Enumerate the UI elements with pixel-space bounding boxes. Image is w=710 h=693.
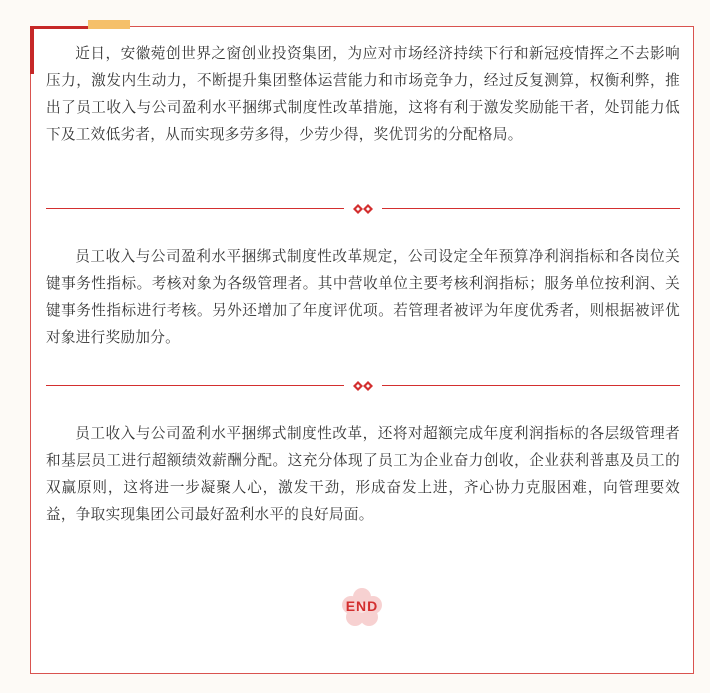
end-marker xyxy=(332,585,392,631)
divider-line-right xyxy=(382,385,680,386)
divider-line-left xyxy=(46,385,344,386)
divider-line-right xyxy=(382,208,680,209)
section-divider-2 xyxy=(46,380,680,392)
paragraph-1: 近日，安徽菀创世界之窗创业投资集团，为应对市场经济持续下行和新冠疫情挥之不去影响压力，激发内生动力，不断提升集团整体运营能力和市场竞争力，经过反复测算，权衡利弊，推出了员工收入与公司盈利水平捆绑式制度性改革措施，这将有利于激发奖励能干者，处罚能力低下及工效低劣者，从而实现多劳多得，少劳少得，奖优罚劣的分配格局。 xyxy=(46,45,680,143)
divider-line-left xyxy=(46,208,344,209)
paragraph-2: 员工收入与公司盈利水平捆绑式制度性改革规定，公司设定全年预算净利润指标和各岗位关键事务性指标。考核对象为各级管理者。其中营收单位主要考核利润指标；服务单位按利润、关键事务性指标进行考核。另外还增加了年度评优项。若管理者被评为年度优秀者，则根据被评优对象进行奖励加分。 xyxy=(46,248,680,346)
section-divider-1 xyxy=(46,203,680,215)
corner-accent-vertical xyxy=(30,26,34,74)
knot-ornament-icon xyxy=(351,380,375,392)
corner-accent-horizontal xyxy=(30,26,90,29)
paragraph-3: 员工收入与公司盈利水平捆绑式制度性改革，还将对超额完成年度利润指标的各层级管理者和基层员工进行超额绩效薪酬分配。这充分体现了员工为企业奋力创收，企业获利普惠及员工的双赢原则，这将进一步凝聚人心，激发干劲，形成奋发上进，齐心协力克服困难，向管理要效益，争取实现集团公司最好盈利水平的良好局面。 xyxy=(46,425,680,523)
knot-ornament-icon xyxy=(351,203,375,215)
corner-accent-yellow xyxy=(88,20,130,29)
end-label: END xyxy=(345,598,379,614)
